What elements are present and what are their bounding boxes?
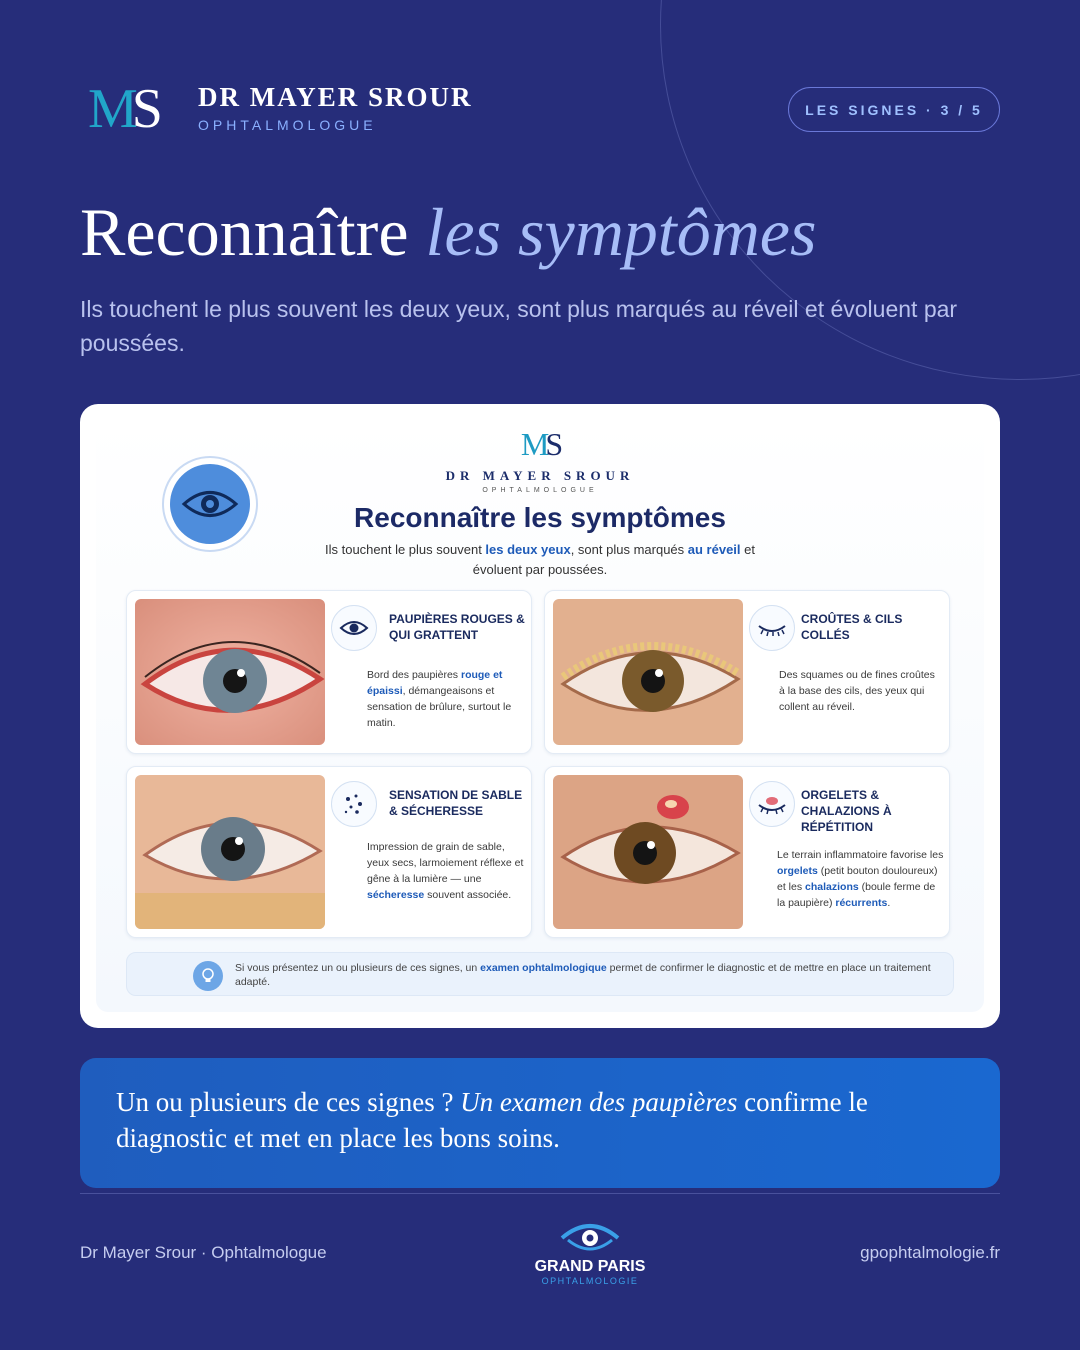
card-title: SENSATION DE SABLE & SÉCHERESSE — [389, 788, 523, 818]
card-description: Des squames ou de fines croûtes à la base des cils, des yeux qui collent au réveil. — [779, 669, 935, 713]
logo-name: GRAND PARIS — [534, 1258, 646, 1275]
brand-subtitle: OPHTALMOLOGUE — [198, 117, 377, 133]
infographic-brand-sub: OPHTALMOLOGUE — [482, 487, 598, 494]
card-description: Impression de grain de sable, yeux secs, larmoiement réflexe et gêne à la lumière — une sécheresse souvent associée. — [367, 841, 524, 901]
infographic-brand: DR MAYER SROUR — [445, 468, 635, 483]
symptom-card-crusts — [544, 590, 950, 754]
eye-logo-icon — [520, 1216, 660, 1258]
symptom-card-red-eyelids — [126, 590, 532, 754]
cta-banner — [80, 1058, 1000, 1188]
eye-photo-crusts — [553, 599, 743, 745]
brand-name: DR MAYER SROUR — [198, 82, 473, 112]
card-description: Bord des paupières rouge et épaissi, démangeaisons et sensation de brûlure, surtout le matin. — [367, 669, 512, 729]
card-title: PAUPIÈRES ROUGES & QUI GRATTENT — [389, 612, 525, 642]
infographic-logo: MS — [520, 426, 560, 462]
symptom-card-sand-dryness — [126, 766, 532, 938]
sand-icon — [331, 781, 377, 827]
ms-logo: MS — [88, 78, 157, 140]
banner-accent: Un examen des paupières — [460, 1087, 738, 1117]
grand-paris-logo — [520, 1216, 660, 1292]
eye-photo-dry — [135, 775, 325, 929]
card-title: CROÛTES & CILS COLLÉS — [801, 612, 903, 642]
infographic-subtitle: Ils touchent le plus souvent les deux yeux, sont plus marqués au réveil et évoluent par poussées. — [324, 542, 755, 577]
page-title: Reconnaître les symptômes — [80, 194, 817, 270]
symptom-card-styes — [544, 766, 950, 938]
footer-author: Dr Mayer Srour · Ophtalmologue — [80, 1243, 327, 1262]
eye-photo-red — [135, 599, 325, 745]
eye-photo-stye — [553, 775, 743, 929]
page-subtitle: Ils touchent le plus souvent les deux yeux, sont plus marqués au réveil et évoluent par poussées. — [80, 296, 958, 356]
tip-box — [126, 952, 954, 996]
series-pill: LES SIGNES · 3 / 5 — [788, 87, 1000, 132]
closed-eye-icon — [749, 605, 795, 651]
infographic-card — [80, 404, 1000, 1028]
title-accent: les symptômes — [425, 194, 817, 270]
infographic-title: Reconnaître les symptômes — [354, 502, 726, 533]
lightbulb-icon — [193, 961, 223, 991]
logo-sub: OPHTALMOLOGIE — [541, 1276, 639, 1286]
tip-text: Si vous présentez un ou plusieurs de ces signes, un examen ophtalmologique permet de confirmer le diagnostic et de mettre en place un traitement adapté. — [235, 962, 931, 988]
footer-website[interactable]: gpophtalmologie.fr — [860, 1243, 1000, 1262]
header — [88, 80, 1000, 140]
footer-divider — [80, 1193, 1000, 1194]
card-description: Le terrain inflammatoire favorise les orgelets (petit bouton douloureux) et les chalazions (boule ferme de la paupière) récurrents. — [777, 849, 944, 909]
banner-text: Un ou plusieurs de ces signes ? Un examen des paupières confirme le diagnostic et met en place les bons soins. — [116, 1087, 868, 1153]
stye-icon — [749, 781, 795, 827]
card-title: ORGELETS & CHALAZIONS À RÉPÉTITION — [801, 788, 892, 834]
eye-icon — [331, 605, 377, 651]
